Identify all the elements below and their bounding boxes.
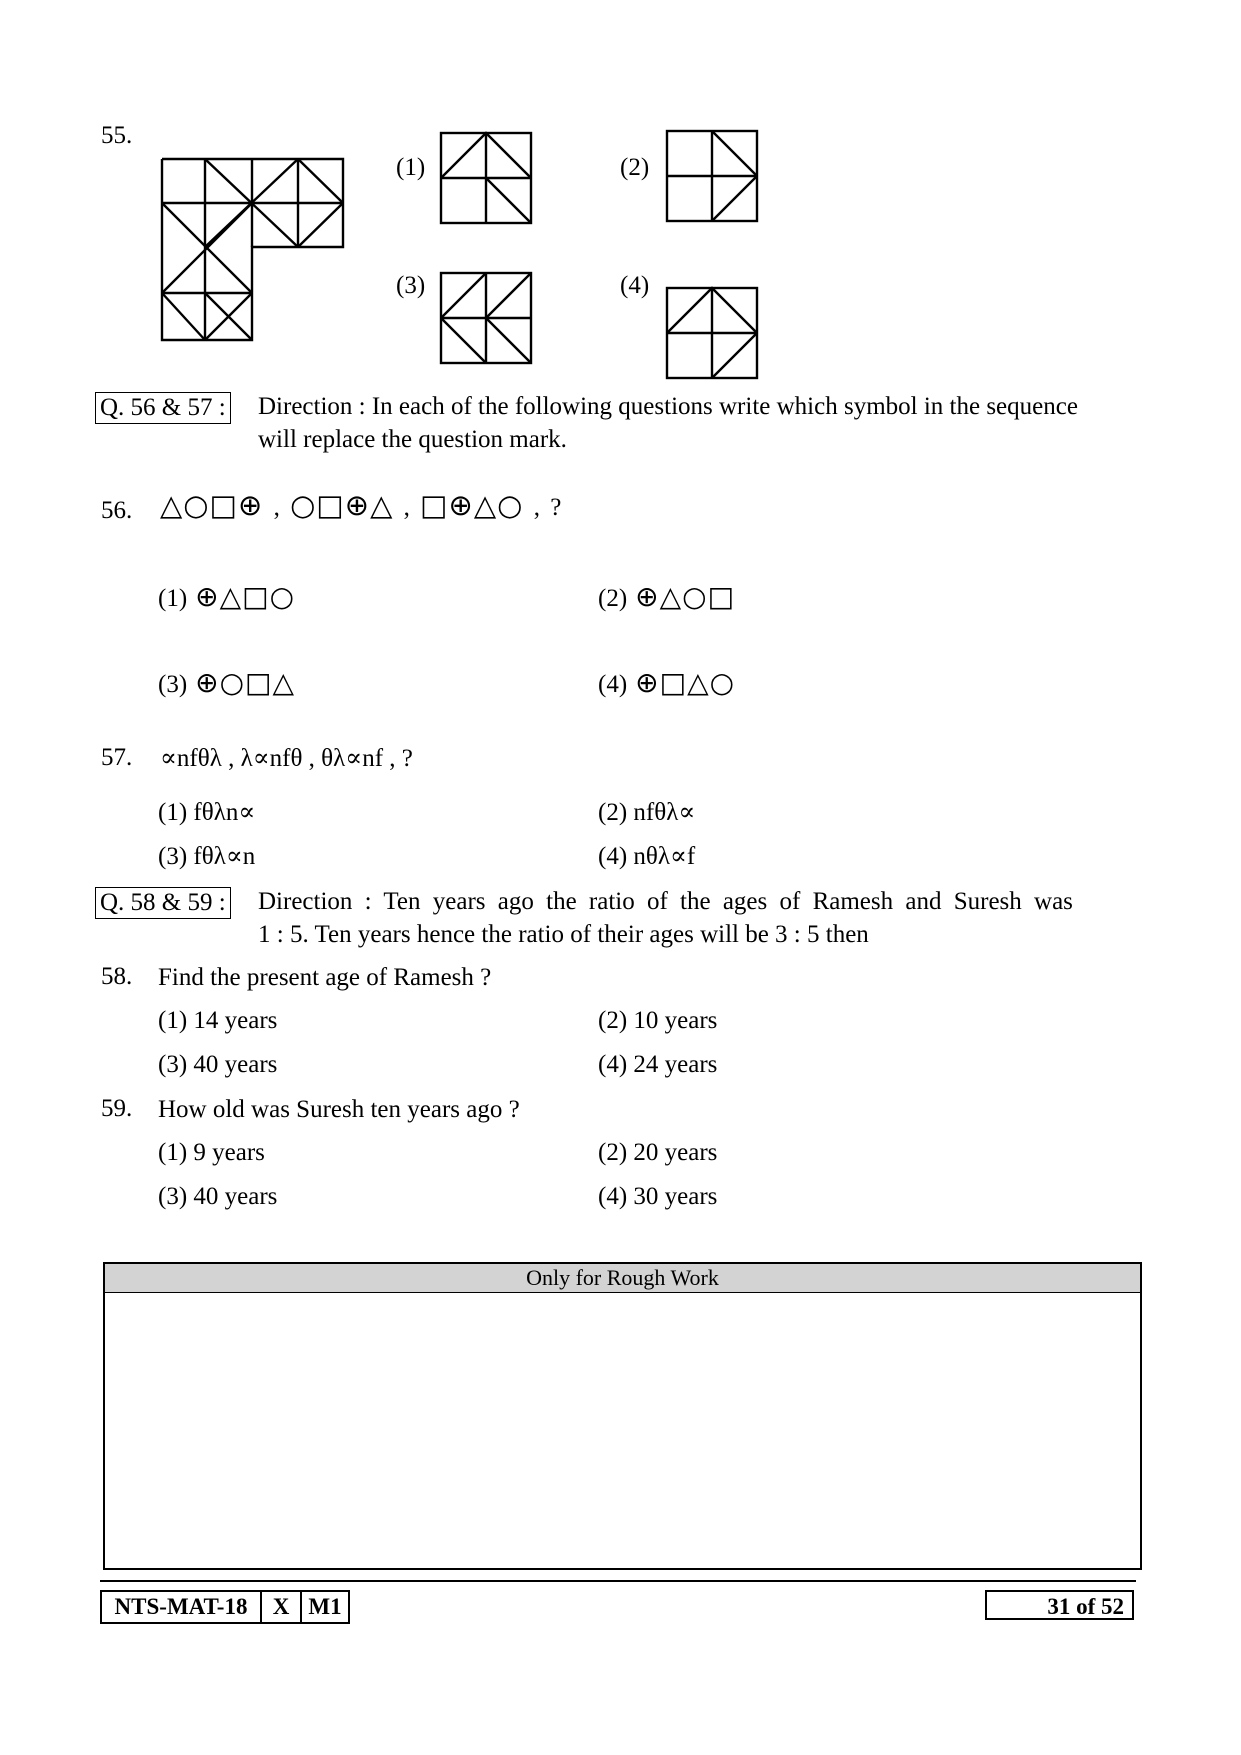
option-item[interactable] (158, 580, 295, 613)
symbol-sequence: △○□⊕ , ○□⊕△ , □⊕△○ , ? (160, 488, 562, 522)
option-label: (3) (158, 1183, 188, 1210)
option-label: (4) (620, 272, 650, 299)
question-number: 56. (101, 497, 133, 524)
sequence-term: ? (550, 494, 562, 521)
option-item[interactable] (598, 1007, 717, 1035)
direction-tag: Q. 58 & 59 : (95, 887, 231, 919)
option-item[interactable] (158, 797, 255, 827)
option-item[interactable] (598, 1051, 717, 1079)
question-text: Find the present age of Ramesh ? (158, 964, 492, 991)
option-text: fθλn∝ (193, 799, 256, 826)
option-text: 40 years (193, 1051, 278, 1078)
option-figure[interactable] (662, 283, 762, 383)
option-text: 9 years (193, 1139, 265, 1166)
option-text: nfθλ∝ (633, 799, 696, 826)
option-label: (1) (158, 799, 188, 826)
option-item[interactable] (598, 666, 735, 699)
option-label: (3) (396, 272, 426, 299)
option-text: 24 years (633, 1051, 718, 1078)
footer-rule (100, 1580, 1136, 1582)
option-label: (2) (598, 1139, 628, 1166)
option-symbols: ⊕△□○ (195, 580, 296, 613)
option-text: fθλ∝n (193, 843, 256, 870)
sequence-term: △○□⊕ (160, 488, 264, 522)
option-label: (2) (598, 799, 628, 826)
option-item[interactable] (598, 1183, 717, 1211)
set-code: M1 (302, 1590, 350, 1624)
rough-work-title: Only for Rough Work (105, 1264, 1140, 1293)
class-code: X (262, 1590, 302, 1624)
option-figure[interactable] (436, 268, 536, 368)
option-label: (4) (598, 843, 628, 870)
option-label: (2) (620, 154, 650, 181)
option-symbols: ⊕△○□ (635, 580, 736, 613)
question-number: 57. (101, 744, 133, 771)
question-figure (155, 155, 350, 345)
question-text: How old was Suresh ten years ago ? (158, 1096, 520, 1123)
question-number: 59. (101, 1095, 133, 1122)
exam-code: NTS-MAT-18 (100, 1590, 262, 1624)
direction-line: will replace the question mark. (258, 426, 567, 453)
option-label: (3) (158, 671, 188, 698)
direction-line: Direction : In each of the following questions write which symbol in the sequence (258, 393, 1078, 420)
question-number: 55. (101, 122, 133, 149)
direction-line: Direction : Ten years ago the ratio of the ages of Ramesh and Suresh was (258, 888, 1073, 915)
option-item[interactable] (158, 666, 295, 699)
option-item[interactable] (598, 1139, 717, 1167)
direction-text (258, 390, 1143, 456)
option-item[interactable] (598, 580, 735, 613)
question-number: 58. (101, 963, 133, 990)
sequence-term: ○□⊕△ (290, 488, 394, 522)
direction-tag: Q. 56 & 57 : (95, 392, 231, 424)
option-label: (1) (158, 1007, 188, 1034)
option-label: (3) (158, 843, 188, 870)
direction-line: 1 : 5. Ten years hence the ratio of their ages will be 3 : 5 then (258, 921, 869, 948)
option-item[interactable] (158, 1139, 265, 1167)
option-item[interactable] (158, 841, 255, 871)
option-item[interactable] (598, 841, 695, 871)
option-text: nθλ∝f (633, 843, 696, 870)
option-item[interactable] (158, 1007, 277, 1035)
option-label: (3) (158, 1051, 188, 1078)
option-label: (2) (598, 585, 628, 612)
option-figure[interactable] (662, 126, 762, 226)
footer-code-group (100, 1590, 350, 1622)
option-text: 14 years (193, 1007, 278, 1034)
option-label: (1) (396, 154, 426, 181)
option-label: (4) (598, 671, 628, 698)
option-text: 20 years (633, 1139, 718, 1166)
option-item[interactable] (158, 1051, 277, 1079)
rough-work-area[interactable] (103, 1262, 1142, 1570)
option-label: (1) (158, 1139, 188, 1166)
option-label: (4) (598, 1183, 628, 1210)
option-symbols: ⊕□△○ (635, 666, 736, 699)
option-label: (1) (158, 585, 188, 612)
option-symbols: ⊕○□△ (195, 666, 296, 699)
page-number: 31 of 52 (985, 1590, 1134, 1620)
sequence-term: □⊕△○ (420, 488, 524, 522)
option-label: (4) (598, 1051, 628, 1078)
question-sequence: ∝nfθλ , λ∝nfθ , θλ∝nf , ? (160, 745, 413, 772)
option-item[interactable] (598, 797, 695, 827)
option-text: 10 years (633, 1007, 718, 1034)
option-figure[interactable] (436, 128, 536, 228)
direction-text (258, 885, 1143, 951)
option-text: 30 years (633, 1183, 718, 1210)
option-label: (2) (598, 1007, 628, 1034)
option-item[interactable] (158, 1183, 277, 1211)
option-text: 40 years (193, 1183, 278, 1210)
